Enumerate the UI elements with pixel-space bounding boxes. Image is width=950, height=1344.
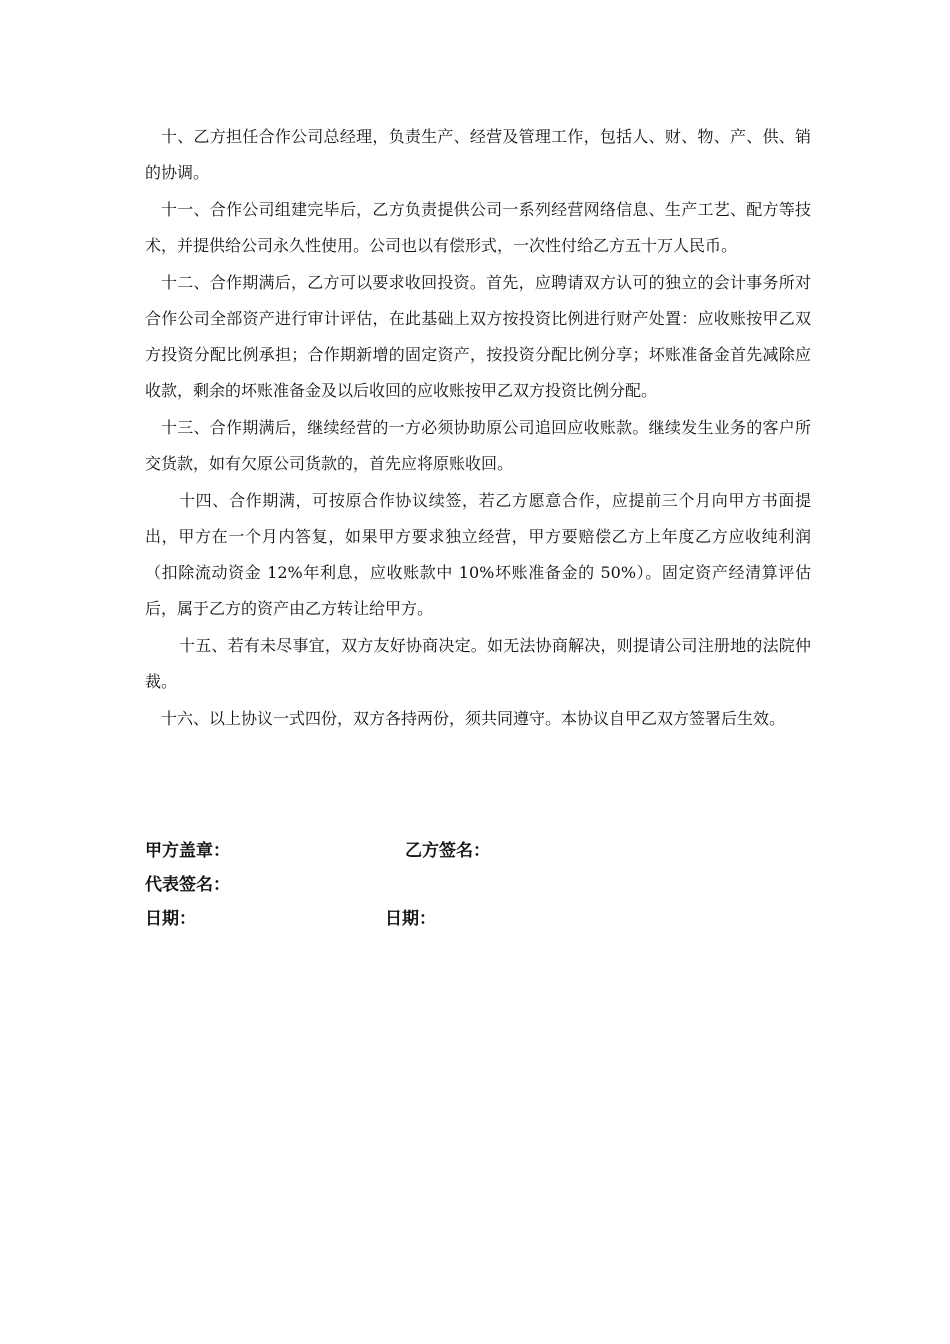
party-b-signature-label: 乙方签名：	[405, 841, 490, 861]
party-b-date-label: 日期：	[385, 909, 436, 929]
signature-row-2	[145, 868, 811, 902]
party-a-date-label: 日期：	[145, 909, 196, 929]
contract-clauses	[145, 119, 811, 738]
clause-13: 十三、合作期满后，继续经营的一方必须协助原公司追回应收账款。继续发生业务的客户所交货款，如有欠原公司货款的，首先应将原账收回。	[145, 418, 811, 473]
representative-signature-label: 代表签名：	[145, 875, 230, 895]
party-a-seal-label: 甲方盖章：	[145, 841, 230, 861]
signature-row-3	[145, 902, 811, 936]
clause-16: 十六、以上协议一式四份，双方各持两份，须共同遵守。本协议自甲乙双方签署后生效。	[161, 709, 786, 728]
clause-15: 十五、若有未尽事宜，双方友好协商决定。如无法协商解决，则提请公司注册地的法院仲裁。	[145, 636, 811, 691]
clause-12: 十二、合作期满后，乙方可以要求收回投资。首先，应聘请双方认可的独立的会计事务所对合作公司全部资产进行审计评估，在此基础上双方按投资比例进行财产处置：应收账按甲乙双方投资分配比例承担；合作期新增的固定资产，按投资分配比例分享；坏账准备金首先减除应收款，剩余的坏账准备金及以后收回的应收账按甲乙双方投资比例分配。	[145, 273, 811, 400]
clause-14: 十四、合作期满，可按原合作协议续签，若乙方愿意合作，应提前三个月向甲方书面提出，甲方在一个月内答复，如果甲方要求独立经营，甲方要赔偿乙方上年度乙方应收纯利润（扣除流动资金 12%年利息，应收账款中 10%坏账准备金的 50%）。固定资产经清算评估后，属于乙方的资产由乙方转让给甲方。	[145, 491, 811, 618]
clause-11: 十一、合作公司组建完毕后，乙方负责提供公司一系列经营网络信息、生产工艺、配方等技术，并提供给公司永久性使用。公司也以有偿形式，一次性付给乙方五十万人民币。	[145, 200, 811, 255]
signature-row-1	[145, 834, 811, 868]
signature-block	[145, 834, 811, 936]
clause-10: 十、乙方担任合作公司总经理，负责生产、经营及管理工作，包括人、财、物、产、供、销的协调。	[145, 127, 811, 182]
